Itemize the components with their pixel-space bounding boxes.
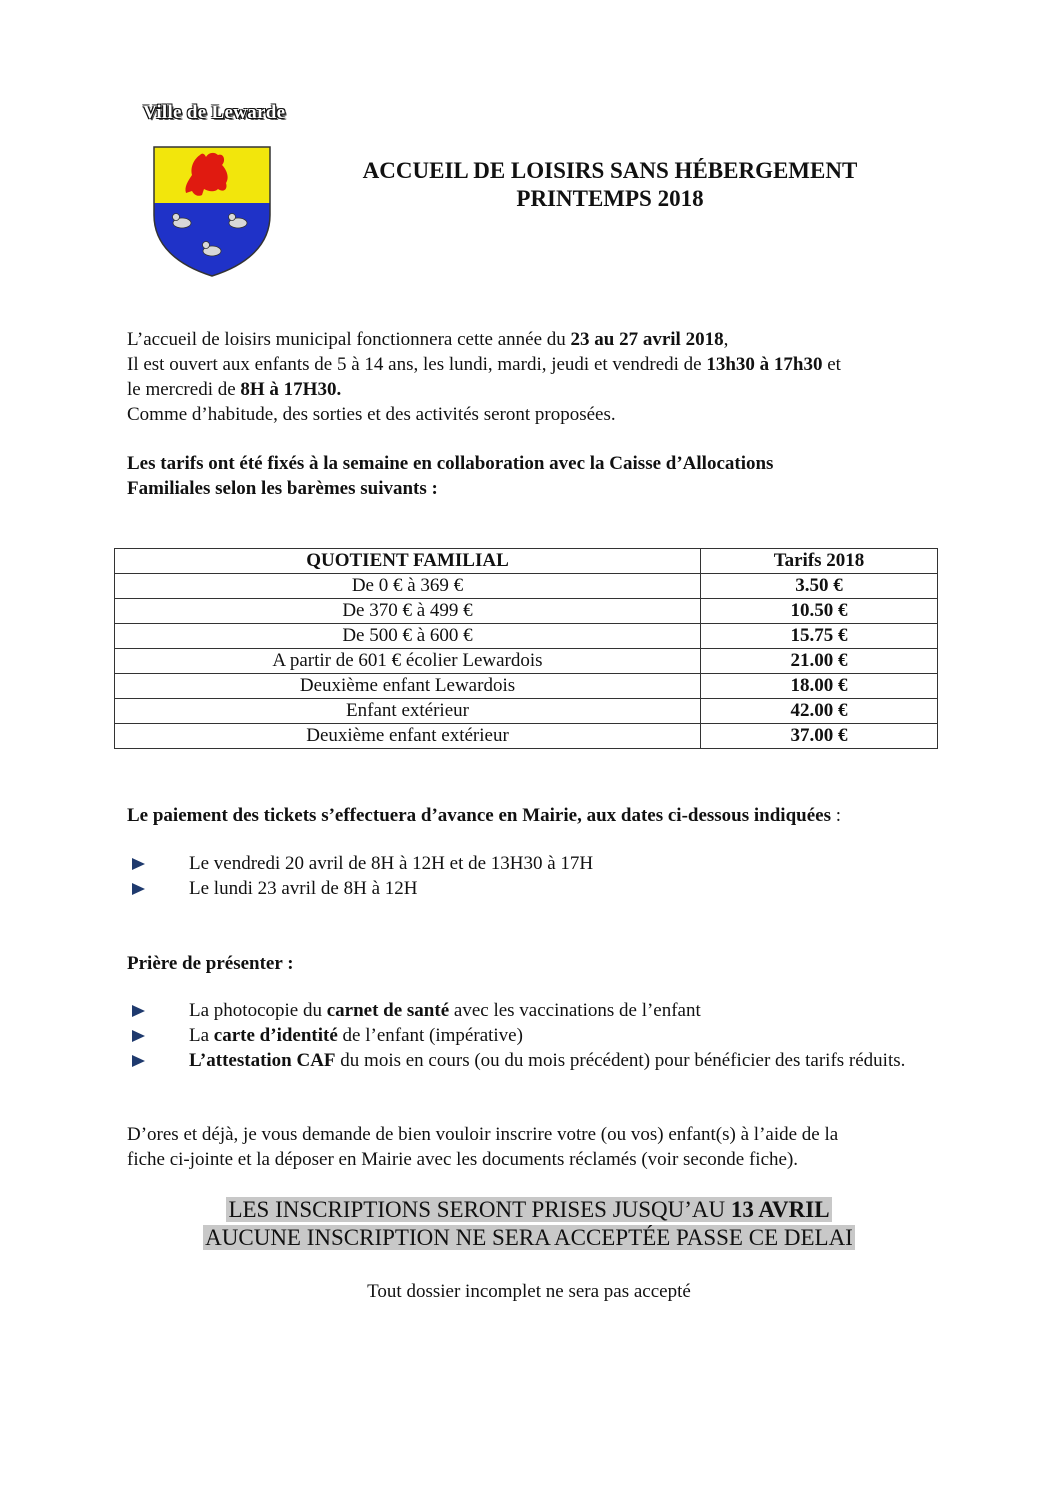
price-cell: 15.75 € (701, 624, 938, 649)
table-row (115, 624, 938, 649)
payment-heading-text: Le paiement des tickets s’effectuera d’avance en Mairie, aux dates ci-dessous indiquées (127, 805, 831, 826)
doc-highlight: carnet de santé (326, 1000, 450, 1021)
tarifs-intro (127, 451, 947, 501)
quotient-cell: De 0 € à 369 € (115, 574, 701, 599)
list-item (127, 1048, 947, 1073)
price-cell: 18.00 € (701, 674, 938, 699)
intro-line-2 (127, 352, 947, 377)
table-row (115, 599, 938, 624)
deadline-date: 13 AVRIL (730, 1197, 830, 1222)
notice-line-2 (0, 1224, 1058, 1252)
notice-line-1 (0, 1196, 1058, 1224)
intro-text: et (822, 354, 841, 375)
doc-text: La (189, 1025, 214, 1046)
title-line-1: ACCUEIL DE LOISIRS SANS HÉBERGEMENT (362, 158, 858, 183)
page-title (320, 157, 900, 213)
intro-line-1 (127, 327, 947, 352)
notice-text: LES INSCRIPTIONS SERONT PRISES JUSQU’AU (228, 1197, 731, 1222)
intro-line-3 (127, 377, 947, 402)
payment-heading-colon: : (830, 805, 842, 826)
title-line-2: PRINTEMPS 2018 (516, 186, 704, 211)
notice-highlight (226, 1197, 831, 1222)
quotient-cell: Deuxième enfant Lewardois (115, 674, 701, 699)
bullet-arrow-icon (132, 1005, 145, 1017)
column-header-quotient: QUOTIENT FAMILIAL (115, 549, 701, 574)
column-header-tarifs: Tarifs 2018 (701, 549, 938, 574)
payment-dates-list (127, 851, 947, 901)
payment-heading (127, 803, 947, 828)
hours-highlight: 13h30 à 17h30 (706, 354, 823, 375)
doc-text: avec les vaccinations de l’enfant (449, 1000, 701, 1021)
bullet-arrow-icon (132, 858, 145, 870)
tarifs-intro-line-2: Familiales selon les barèmes suivants : (127, 478, 438, 499)
price-cell: 21.00 € (701, 649, 938, 674)
price-cell: 37.00 € (701, 724, 938, 749)
bullet-arrow-icon (132, 1055, 145, 1067)
closing-line-1: D’ores et déjà, je vous demande de bien vouloir inscrire votre (ou vos) enfant(s) à l’aide de la (127, 1124, 839, 1145)
tarifs-intro-line-1: Les tarifs ont été fixés à la semaine en collaboration avec la Caisse d’Allocations (127, 453, 774, 474)
table-row (115, 674, 938, 699)
table-row (115, 574, 938, 599)
list-item (127, 876, 947, 901)
table-row (115, 724, 938, 749)
coat-of-arms-icon (152, 145, 272, 278)
list-item (127, 998, 947, 1023)
list-item (127, 1023, 947, 1048)
doc-text: La photocopie du (189, 1000, 327, 1021)
doc-highlight: L’attestation CAF (189, 1050, 336, 1071)
table-row (115, 699, 938, 724)
intro-line-4: Comme d’habitude, des sorties et des activités seront proposées. (127, 404, 616, 425)
intro-text: L’accueil de loisirs municipal fonctionnera cette année du (127, 329, 571, 350)
registration-notice (0, 1196, 1058, 1252)
documents-list (127, 998, 947, 1073)
quotient-cell: De 500 € à 600 € (115, 624, 701, 649)
payment-date: Le vendredi 20 avril de 8H à 12H et de 13H30 à 17H (189, 853, 594, 874)
bullet-arrow-icon (132, 883, 145, 895)
doc-highlight: carte d’identité (213, 1025, 338, 1046)
final-note: Tout dossier incomplet ne sera pas accepté (367, 1281, 691, 1302)
price-cell: 10.50 € (701, 599, 938, 624)
intro-text: le mercredi de (127, 379, 241, 400)
dates-highlight: 23 au 27 avril 2018 (570, 329, 724, 350)
payment-date: Le lundi 23 avril de 8H à 12H (189, 878, 418, 899)
list-item (127, 851, 947, 876)
closing-paragraph (127, 1122, 947, 1172)
intro-paragraph (127, 327, 947, 427)
intro-text: , (723, 329, 729, 350)
closing-line-2: fiche ci-jointe et la déposer en Mairie avec les documents réclamés (voir seconde fiche). (127, 1149, 799, 1170)
bullet-arrow-icon (132, 1030, 145, 1042)
table-row (115, 649, 938, 674)
table-header-row (115, 549, 938, 574)
intro-text: Il est ouvert aux enfants de 5 à 14 ans, les lundi, mardi, jeudi et vendredi de (127, 354, 707, 375)
documents-heading: Prière de présenter : (127, 953, 294, 974)
tarifs-table (114, 548, 938, 749)
price-cell: 3.50 € (701, 574, 938, 599)
doc-text: du mois en cours (ou du mois précédent) pour bénéficier des tarifs réduits. (335, 1050, 906, 1071)
doc-text: de l’enfant (impérative) (337, 1025, 523, 1046)
town-name: Ville de Lewarde (143, 102, 286, 123)
quotient-cell: Enfant extérieur (115, 699, 701, 724)
crest-bottom-field (152, 203, 272, 278)
notice-highlight: AUCUNE INSCRIPTION NE SERA ACCEPTÉE PASSE CE DELAI (205, 1225, 853, 1250)
quotient-cell: De 370 € à 499 € (115, 599, 701, 624)
wednesday-hours: 8H à 17H30. (240, 379, 342, 400)
price-cell: 42.00 € (701, 699, 938, 724)
quotient-cell: A partir de 601 € écolier Lewardois (115, 649, 701, 674)
quotient-cell: Deuxième enfant extérieur (115, 724, 701, 749)
